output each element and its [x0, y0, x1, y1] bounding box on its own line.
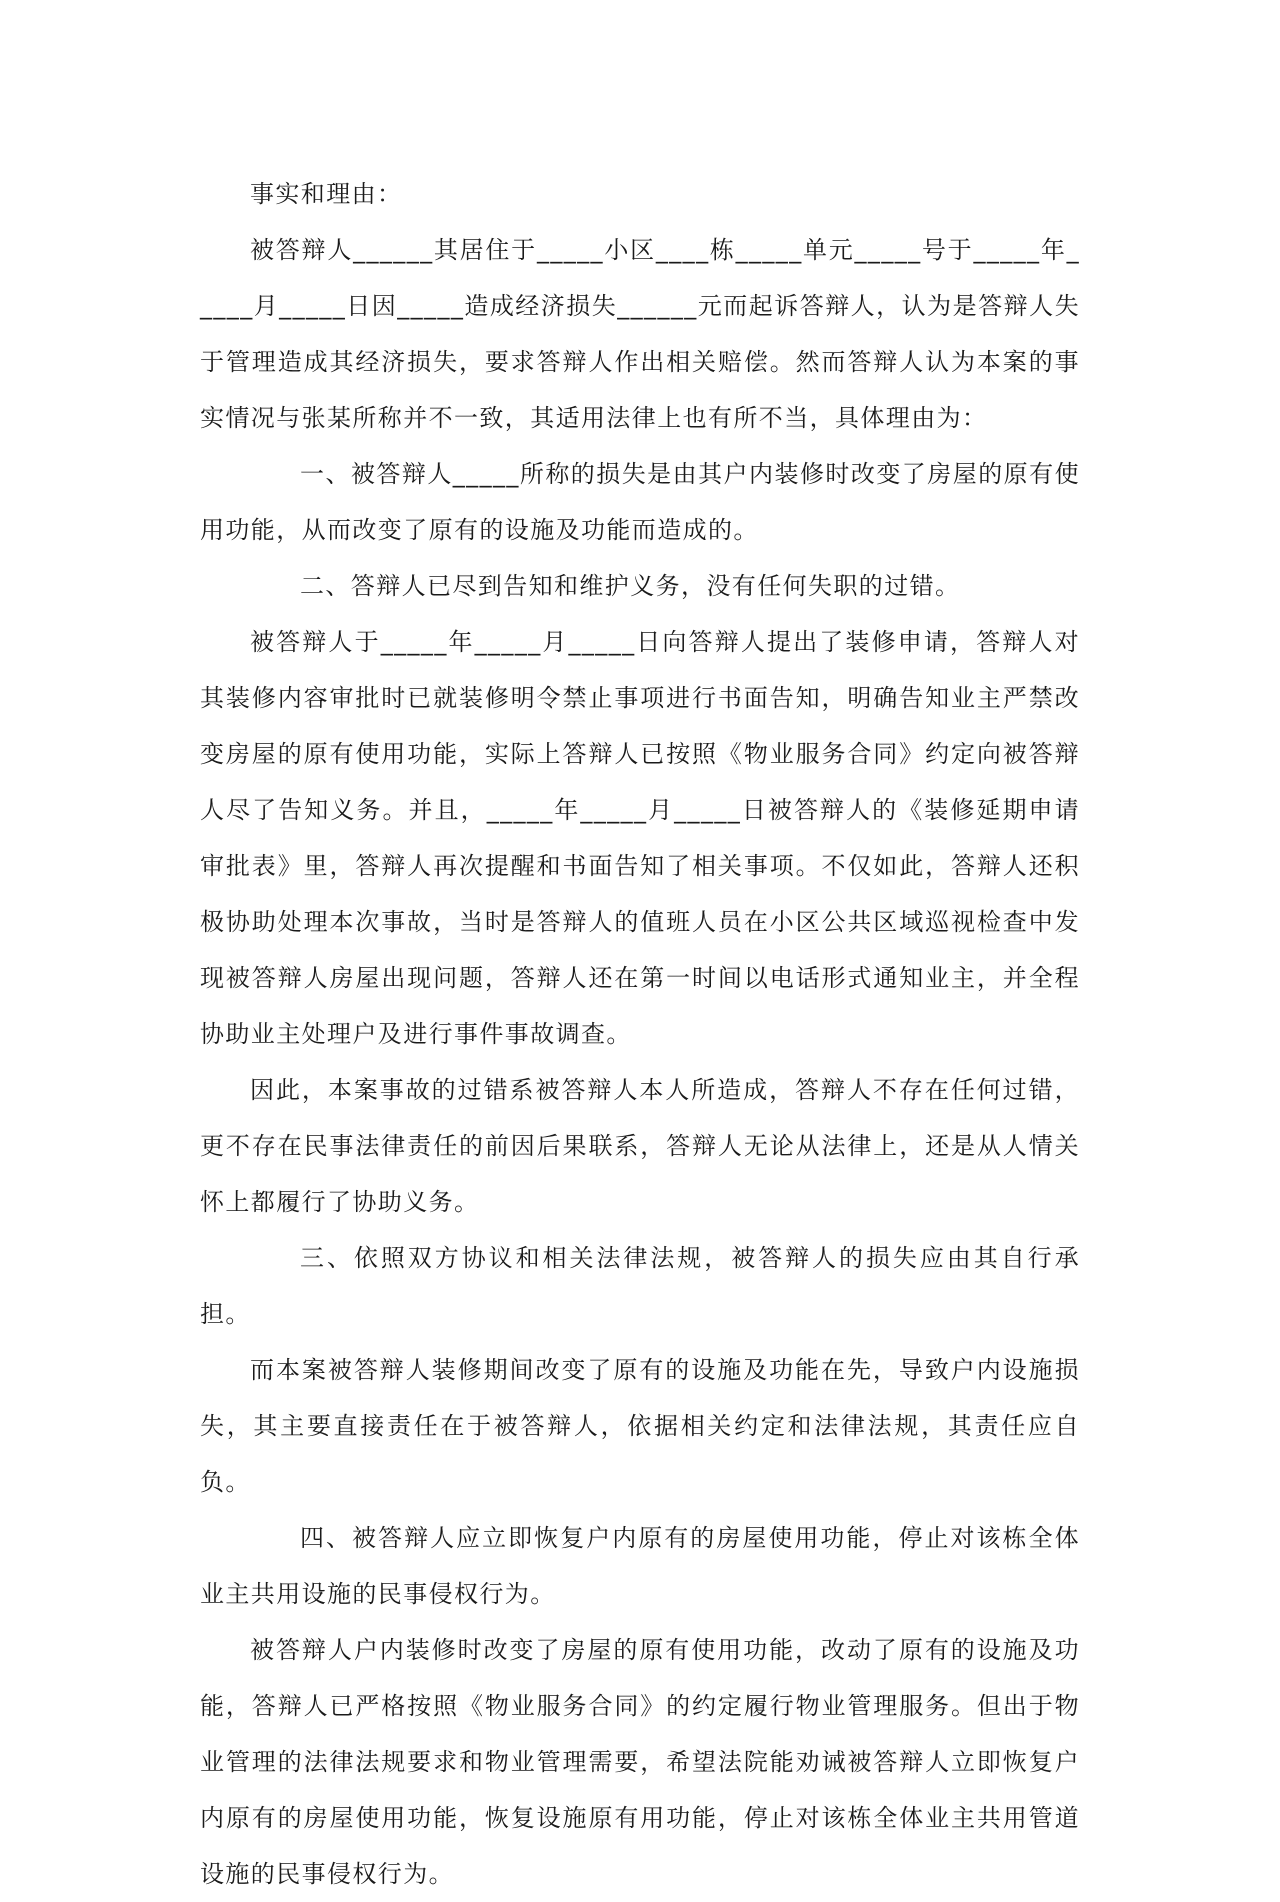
document-body: [200, 166, 1080, 1902]
section-heading: 事实和理由：: [250, 180, 403, 208]
paragraph-case-summary: 被答辩人______其居住于_____小区____栋_____单元_____号于_____年_____月_____日因_____造成经济损失______元而起诉答辩人，认为是答辩人失于管理造成其经济损失，要求答辩人作出相关赔偿。然而答辩人认为本案的事实情况与张某所称并不一致，其适用法律上也有所不当，具体理由为：: [200, 236, 1080, 432]
paragraph-reason-four: 四、被答辩人应立即恢复户内原有的房屋使用功能，停止对该栋全体业主共用设施的民事侵权行为。: [200, 1524, 1080, 1608]
paragraph-reason-three-detail: 而本案被答辩人装修期间改变了原有的设施及功能在先，导致户内设施损失，其主要直接责任在于被答辩人，依据相关约定和法律法规，其责任应自负。: [200, 1356, 1080, 1496]
paragraph-reason-two-conclusion: 因此，本案事故的过错系被答辩人本人所造成，答辩人不存在任何过错，更不存在民事法律责任的前因后果联系，答辩人无论从法律上，还是从人情关怀上都履行了协助义务。: [200, 1076, 1080, 1216]
paragraph-reason-one: 一、被答辩人_____所称的损失是由其户内装修时改变了房屋的原有使用功能，从而改变了原有的设施及功能而造成的。: [200, 460, 1080, 544]
paragraph-reason-four-detail: 被答辩人户内装修时改变了房屋的原有使用功能，改动了原有的设施及功能，答辩人已严格按照《物业服务合同》的约定履行物业管理服务。但出于物业管理的法律法规要求和物业管理需要，希望法院能劝诫被答辩人立即恢复户内原有的房屋使用功能，恢复设施原有用功能，停止对该栋全体业主共用管道设施的民事侵权行为。: [200, 1636, 1080, 1888]
paragraph-reason-two-detail: 被答辩人于_____年_____月_____日向答辩人提出了装修申请，答辩人对其装修内容审批时已就装修明令禁止事项进行书面告知，明确告知业主严禁改变房屋的原有使用功能，实际上答辩人已按照《物业服务合同》约定向被答辩人尽了告知义务。并且，_____年_____月_____日被答辩人的《装修延期申请审批表》里，答辩人再次提醒和书面告知了相关事项。不仅如此，答辩人还积极协助处理本次事故，当时是答辩人的值班人员在小区公共区域巡视检查中发现被答辩人房屋出现问题，答辩人还在第一时间以电话形式通知业主，并全程协助业主处理户及进行事件事故调查。: [200, 628, 1080, 1048]
paragraph-reason-two: 二、答辩人已尽到告知和维护义务，没有任何失职的过错。: [300, 572, 961, 600]
paragraph-reason-three: 三、依照双方协议和相关法律法规，被答辩人的损失应由其自行承担。: [200, 1244, 1080, 1328]
